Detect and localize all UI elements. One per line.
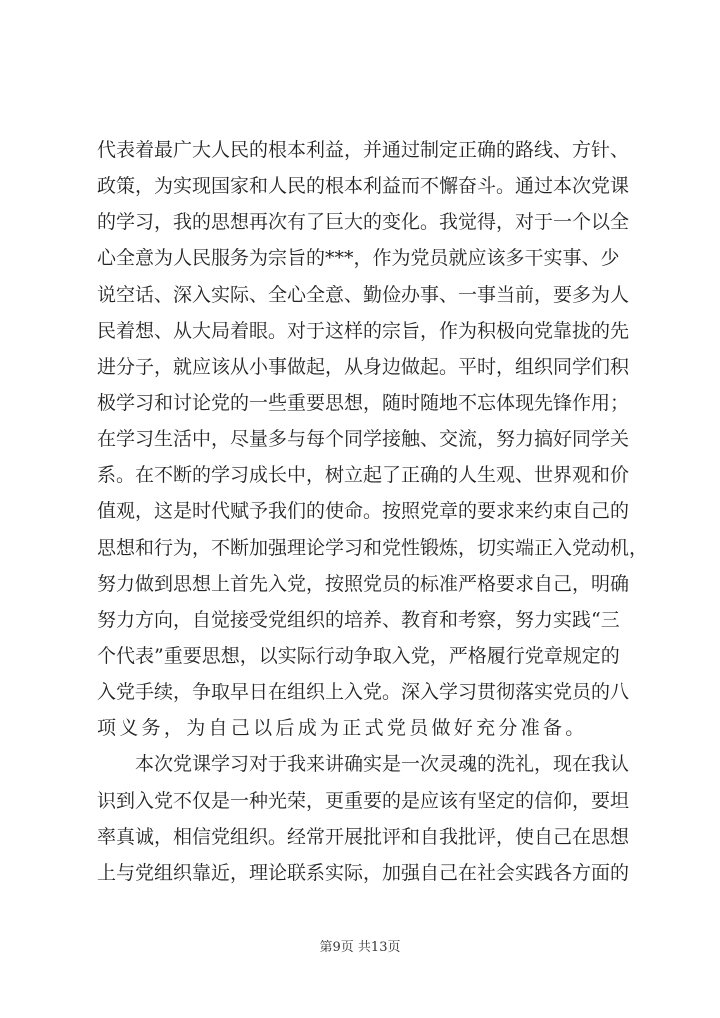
text-line: 系。在不断的学习成长中，树立起了正确的人生观、世界观和价: [97, 464, 630, 487]
text-line: 努力方向，自觉接受党组织的培养、教育和考察，努力实践“三: [97, 608, 620, 631]
text-line: 识到入党不仅是一种光荣，更重要的是应该有坚定的信仰，要坦: [97, 789, 630, 812]
text-line: 项义务，为自己以后成为正式党员做好充分准备。: [97, 717, 588, 740]
text-line: 极学习和讨论党的一些重要思想，随时随地不忘体现先锋作用；: [97, 391, 630, 414]
text-line: 本次党课学习对于我来讲确实是一次灵魂的洗礼，现在我认: [135, 753, 630, 776]
text-line: 说空话、深入实际、全心全意、勤俭办事、一事当前，要多为人: [97, 283, 630, 306]
document-body: [97, 132, 649, 891]
text-line: 值观，这是时代赋予我们的使命。按照党章的要求来约束自己的: [97, 500, 630, 523]
text-line: 率真诚，相信党组织。经常开展批评和自我批评，使自己在思想: [97, 825, 630, 848]
text-line: 个代表”重要思想，以实际行动争取入党，严格履行党章规定的: [97, 644, 620, 667]
text-line: 进分子，就应该从小事做起，从身边做起。平时，组织同学们积: [97, 355, 630, 378]
page-number-footer: 第9页 共13页: [319, 940, 401, 955]
text-line: 思想和行为，不断加强理论学习和党性锻炼，切实端正入党动机，: [97, 536, 649, 559]
text-line: 民着想、从大局着眼。对于这样的宗旨，作为积极向党靠拢的先: [97, 319, 630, 342]
text-line: 入党手续，争取早日在组织上入党。深入学习贯彻落实党员的八: [97, 681, 630, 704]
text-line: 努力做到思想上首先入党，按照党员的标准严格要求自己，明确: [97, 572, 630, 595]
text-line: 在学习生活中，尽量多与每个同学接触、交流，努力搞好同学关: [97, 428, 630, 451]
text-line: 心全意为人民服务为宗旨的***，作为党员就应该多干实事、少: [97, 247, 620, 270]
text-line: 上与党组织靠近，理论联系实际，加强自己在社会实践各方面的: [97, 861, 630, 884]
text-line: 代表着最广大人民的根本利益，并通过制定正确的路线、方针、: [97, 139, 630, 161]
text-line: 的学习，我的思想再次有了巨大的变化。我觉得，对于一个以全: [97, 211, 630, 234]
text-line: 政策，为实现国家和人民的根本利益而不懈奋斗。通过本次党课: [97, 175, 630, 198]
